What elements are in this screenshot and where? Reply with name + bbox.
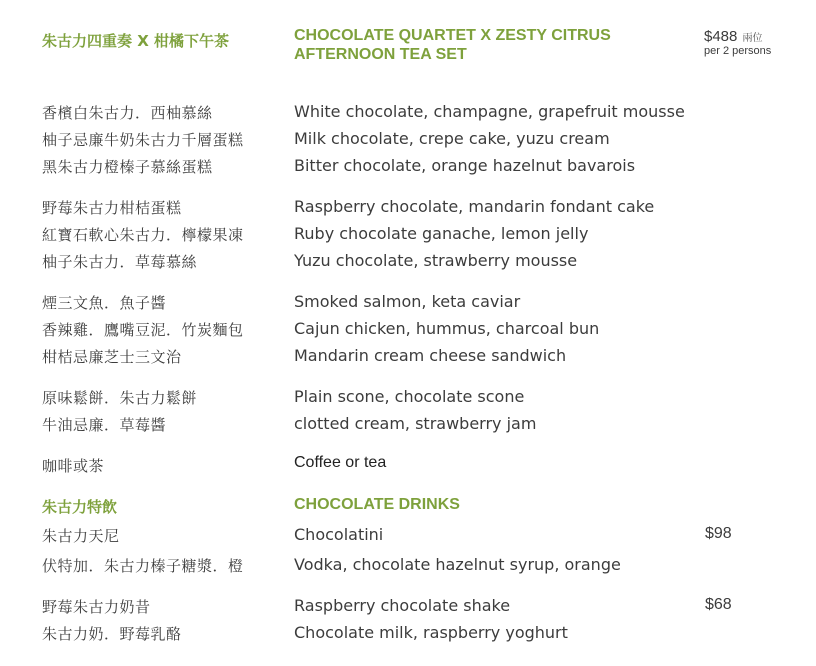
menu-item-en: Cajun chicken, hummus, charcoal bun bbox=[294, 319, 600, 338]
menu-item-zh: 原味鬆餅．朱古力鬆餅 bbox=[42, 389, 198, 407]
set-title-en-line1: CHOCOLATE QUARTET X ZESTY CITRUS bbox=[294, 27, 611, 44]
menu-item-en: Bitter chocolate, orange hazelnut bavarois bbox=[294, 156, 636, 175]
menu-item-en: Coffee or tea bbox=[294, 454, 387, 471]
menu-item-en: clotted cream, strawberry jam bbox=[294, 414, 537, 433]
menu-item-zh: 柚子朱古力．草莓慕絲 bbox=[42, 253, 198, 271]
drink-desc-en: Chocolate milk, raspberry yoghurt bbox=[294, 623, 568, 642]
menu-item-en: Raspberry chocolate, mandarin fondant cake bbox=[294, 197, 655, 216]
menu-item-en: Ruby chocolate ganache, lemon jelly bbox=[294, 224, 589, 243]
menu-item-en: Plain scone, chocolate scone bbox=[294, 387, 525, 406]
menu-item-zh: 柚子忌廉牛奶朱古力千層蛋糕 bbox=[42, 131, 244, 149]
menu-item-zh: 紅寶石軟心朱古力．檸檬果凍 bbox=[42, 226, 244, 244]
menu-item-zh: 咖啡或茶 bbox=[42, 457, 105, 475]
drink-desc-zh: 伏特加．朱古力榛子糖漿．橙 bbox=[42, 557, 244, 575]
drink-desc-en: Vodka, chocolate hazelnut syrup, orange bbox=[294, 555, 621, 574]
menu-item-en: Mandarin cream cheese sandwich bbox=[294, 346, 567, 365]
menu-item-zh: 香辣雞．鷹嘴豆泥．竹炭麵包 bbox=[42, 321, 244, 339]
set-price-sub: per 2 persons bbox=[704, 45, 772, 57]
menu-item-en: Milk chocolate, crepe cake, yuzu cream bbox=[294, 129, 610, 148]
set-title-en-line2: AFTERNOON TEA SET bbox=[294, 46, 467, 63]
set-title-zh: 朱古力四重奏 X 柑橘下午茶 bbox=[42, 32, 230, 50]
menu-item-zh: 野莓朱古力柑桔蛋糕 bbox=[42, 199, 182, 217]
menu-item-zh: 柑桔忌廉芝士三文治 bbox=[42, 348, 182, 366]
drink-desc-zh: 朱古力奶．野莓乳酪 bbox=[42, 625, 182, 643]
drink-price: $68 bbox=[705, 596, 732, 613]
drink-name-en: Raspberry chocolate shake bbox=[294, 596, 511, 615]
menu-item-zh: 牛油忌廉．草莓醬 bbox=[42, 416, 167, 434]
menu-item-en: Yuzu chocolate, strawberry mousse bbox=[294, 251, 578, 270]
set-price-value: $488 bbox=[704, 28, 738, 45]
drink-name-zh: 野莓朱古力奶昔 bbox=[42, 598, 151, 616]
set-price bbox=[704, 26, 762, 45]
menu-item-zh: 煙三文魚．魚子醬 bbox=[42, 294, 167, 312]
drinks-title-en: CHOCOLATE DRINKS bbox=[294, 496, 460, 513]
drinks-title-zh: 朱古力特飲 bbox=[42, 498, 118, 516]
set-price-unit-zh: 兩位 bbox=[742, 33, 763, 44]
menu-item-zh: 黑朱古力橙榛子慕絲蛋糕 bbox=[42, 158, 213, 176]
drink-name-zh: 朱古力天尼 bbox=[42, 527, 120, 545]
menu-item-zh: 香檳白朱古力．西柚慕絲 bbox=[42, 104, 213, 122]
drink-name-en: Chocolatini bbox=[294, 525, 384, 544]
menu-item-en: White chocolate, champagne, grapefruit mousse bbox=[294, 102, 685, 121]
menu-item-en: Smoked salmon, keta caviar bbox=[294, 292, 521, 311]
drink-price: $98 bbox=[705, 525, 732, 542]
